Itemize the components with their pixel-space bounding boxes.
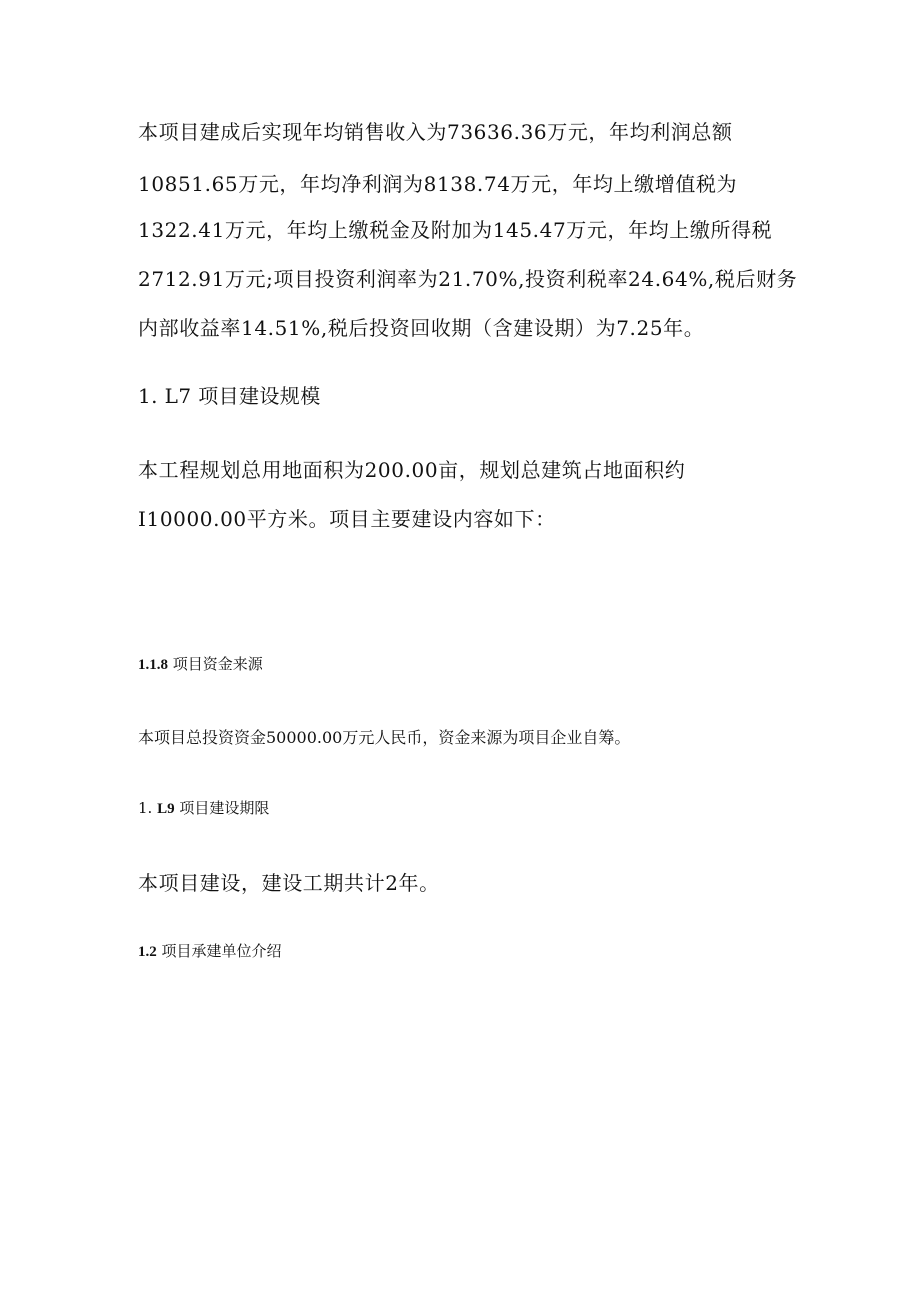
summary-line-3: 1322.41万元，年均上缴税金及附加为145.47万元，年均上缴所得税 bbox=[138, 218, 773, 242]
heading-1-1-8-number: 1.1.8 bbox=[138, 657, 168, 673]
summary-line-5: 内部收益率14.51%,税后投资回收期（含建设期）为7.25年。 bbox=[138, 316, 705, 340]
heading-1-1-8-title: 项目资金来源 bbox=[168, 655, 263, 673]
summary-line-2: 10851.65万元，年均净利润为8138.74万元，年均上缴增值税为 bbox=[138, 172, 738, 196]
scale-line-2: I10000.00平方米。项目主要建设内容如下： bbox=[138, 507, 556, 531]
summary-line-4: 2712.91万元;项目投资利润率为21.70%,投资利税率24.64%,税后财务 bbox=[138, 267, 798, 291]
heading-1-1-7: 1. L7 项目建设规模 bbox=[138, 384, 321, 408]
heading-1-2-title: 项目承建单位介绍 bbox=[156, 942, 282, 960]
funding-text: 本项目总投资资金50000.00万元人民币，资金来源为项目企业自筹。 bbox=[138, 728, 631, 747]
heading-1-1-9 bbox=[138, 801, 269, 817]
period-text: 本项目建设，建设工期共计2年。 bbox=[138, 871, 440, 895]
scale-line-1: 本工程规划总用地面积为200.00亩，规划总建筑占地面积约 bbox=[138, 458, 686, 482]
heading-1-2-number: 1.2 bbox=[138, 944, 157, 960]
heading-1-1-8 bbox=[138, 657, 263, 673]
heading-1-1-9-prefix: 1. bbox=[138, 799, 158, 817]
heading-1-1-9-title: 项目建设期限 bbox=[174, 799, 270, 817]
summary-line-1: 本项目建成后实现年均销售收入为73636.36万元，年均利润总额 bbox=[138, 120, 733, 144]
heading-1-1-9-number: L9 bbox=[157, 801, 175, 817]
heading-1-2 bbox=[138, 944, 282, 960]
